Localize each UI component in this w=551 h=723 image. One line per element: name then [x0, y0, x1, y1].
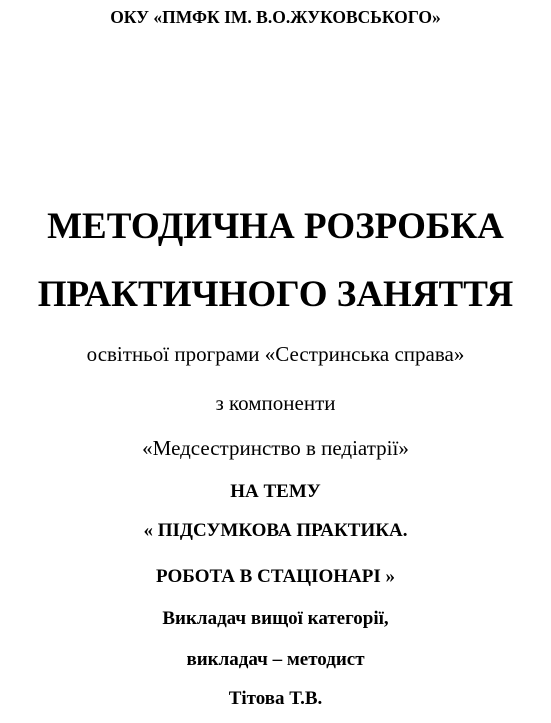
author-rank-line-2: викладач – методист: [186, 649, 365, 670]
component-name: «Медсестринство в педіатрії»: [142, 436, 409, 460]
document-title-line-1: МЕТОДИЧНА РОЗРОБКА: [47, 206, 504, 247]
topic-line-2: РОБОТА В СТАЦІОНАРІ »: [156, 566, 395, 587]
component-intro: з компоненти: [215, 391, 336, 415]
author-rank-line-1: Викладач вищої категорії,: [162, 608, 389, 629]
author-name: Тітова Т.В.: [228, 688, 323, 709]
document-title-line-2: ПРАКТИЧНОГО ЗАНЯТТЯ: [37, 274, 514, 315]
topic-line-1: « ПІДСУМКОВА ПРАКТИКА.: [143, 520, 408, 541]
program-line: освітньої програми «Сестринська справа»: [86, 342, 465, 366]
topic-label: НА ТЕМУ: [230, 481, 321, 502]
institution-header: ОКУ «ПМФК ІМ. В.О.ЖУКОВСЬКОГО»: [110, 7, 441, 27]
